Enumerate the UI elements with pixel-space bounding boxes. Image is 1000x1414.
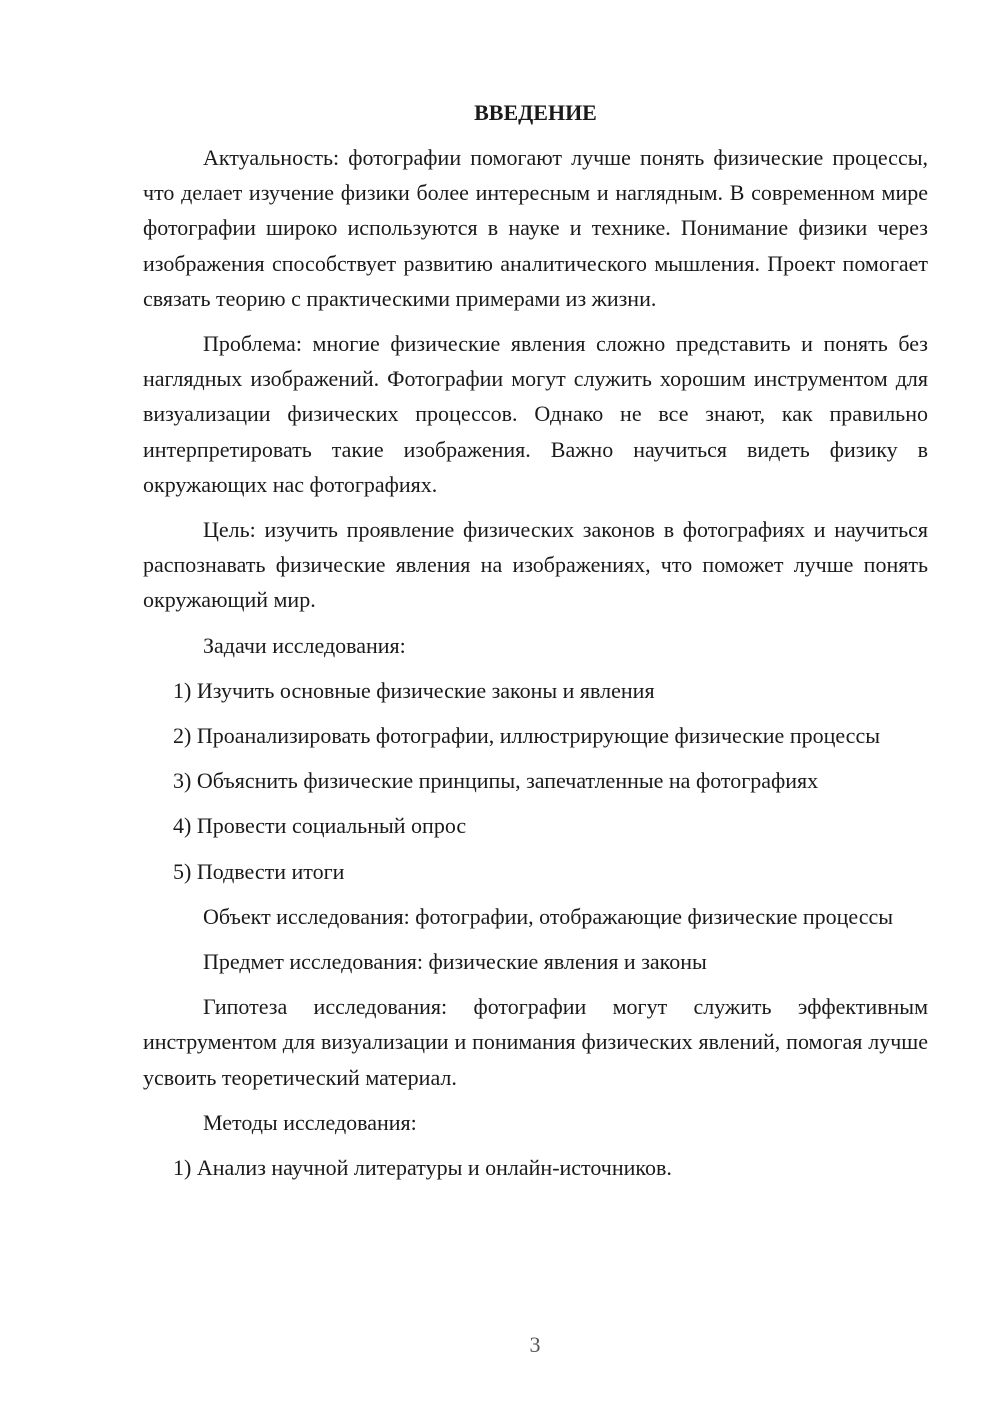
- subject-paragraph: Предмет исследования: физические явления и законы: [203, 949, 707, 975]
- task-item: 1) Изучить основные физические законы и явления: [173, 677, 655, 703]
- task-item: 4) Провести социальный опрос: [173, 813, 467, 839]
- hypothesis-paragraph: Гипотеза исследования: фотографии могут служить эффективным инструментом для визуализации и понимания физических явлений, помогая лучше усвоить теоретический материал.: [143, 994, 928, 1090]
- tasks-title: Задачи исследования:: [203, 632, 406, 658]
- page-number: 3: [529, 1332, 541, 1357]
- task-item: 2) Проанализировать фотографии, иллюстрирующие физические процессы: [173, 723, 880, 749]
- problem-paragraph: Проблема: многие физические явления сложно представить и понять без наглядных изображений. Фотографии могут служить хорошим инструментом для визуализации физических процессов. Однако не все знают, как правильно интерпретировать такие изображения. Важно научиться видеть физику в окружающих нас фотографиях.: [143, 331, 928, 497]
- actuality-paragraph: Актуальность: фотографии помогают лучше понять физические процессы, что делает изучение физики более интересным и наглядным. В современном мире фотографии широко используются в науке и технике. Понимание физики через изображения способствует развитию аналитического мышления. Проект помогает связать теорию с практическими примерами из жизни.: [143, 145, 928, 311]
- document-page: [143, 95, 928, 1195]
- task-item: 5) Подвести итоги: [173, 858, 345, 884]
- section-heading: ВВЕДЕНИЕ: [474, 100, 597, 125]
- object-paragraph: Объект исследования: фотографии, отображающие физические процессы: [203, 903, 894, 929]
- methods-title: Методы исследования:: [203, 1109, 417, 1135]
- task-item: 3) Объяснить физические принципы, запечатленные на фотографиях: [173, 768, 819, 794]
- goal-paragraph: Цель: изучить проявление физических законов в фотографиях и научиться распознавать физические явления на изображениях, что поможет лучше понять окружающий мир.: [143, 517, 928, 613]
- method-item: 1) Анализ научной литературы и онлайн-источников.: [173, 1155, 672, 1181]
